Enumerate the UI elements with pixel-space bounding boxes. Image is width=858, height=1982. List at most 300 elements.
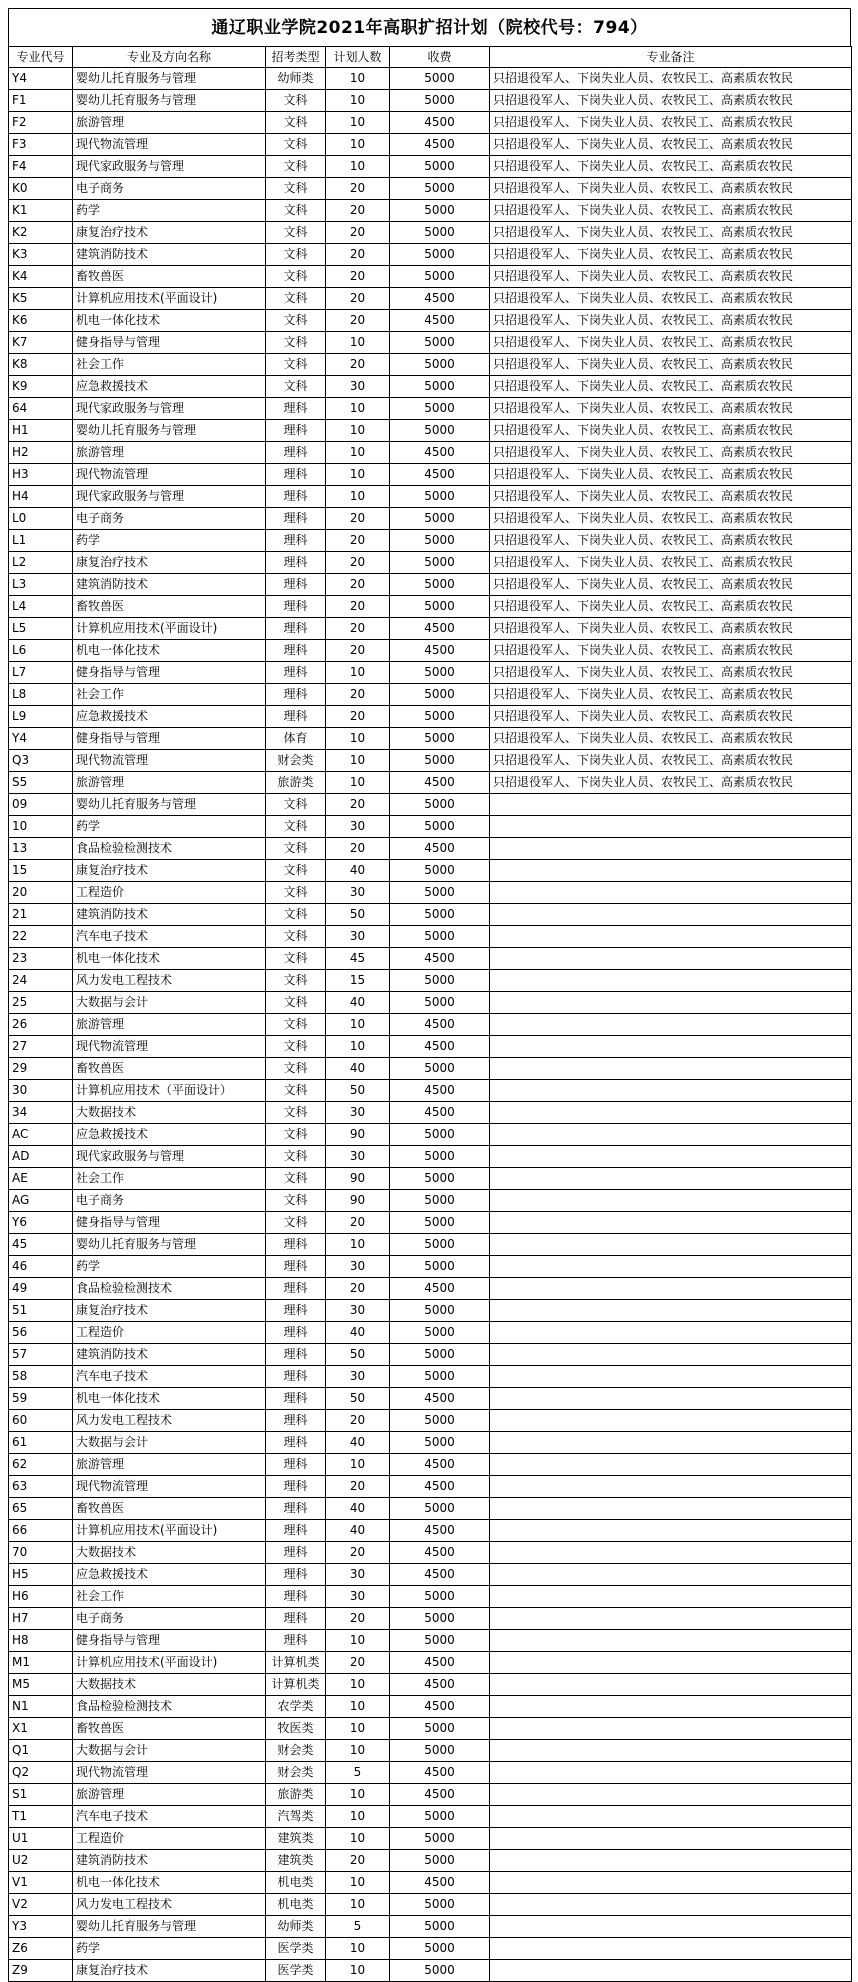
cell-code: L0 bbox=[9, 508, 73, 530]
cell-code: 64 bbox=[9, 398, 73, 420]
cell-remarks bbox=[490, 1278, 852, 1300]
cell-remarks: 只招退役军人、下岗失业人员、农牧民工、高素质农牧民 bbox=[490, 376, 852, 398]
cell-exam-type: 理科 bbox=[266, 1432, 326, 1454]
table-row bbox=[9, 1168, 852, 1190]
cell-plan-count: 10 bbox=[326, 1740, 390, 1762]
cell-fee: 5000 bbox=[390, 1806, 490, 1828]
cell-fee: 5000 bbox=[390, 1168, 490, 1190]
table-row bbox=[9, 904, 852, 926]
cell-plan-count: 20 bbox=[326, 618, 390, 640]
cell-code: 22 bbox=[9, 926, 73, 948]
cell-code: M1 bbox=[9, 1652, 73, 1674]
cell-code: AG bbox=[9, 1190, 73, 1212]
cell-plan-count: 40 bbox=[326, 860, 390, 882]
cell-code: L7 bbox=[9, 662, 73, 684]
cell-fee: 4500 bbox=[390, 772, 490, 794]
cell-major: 健身指导与管理 bbox=[73, 1212, 266, 1234]
cell-plan-count: 20 bbox=[326, 310, 390, 332]
cell-major: 健身指导与管理 bbox=[73, 662, 266, 684]
table-row bbox=[9, 398, 852, 420]
table-row bbox=[9, 310, 852, 332]
cell-fee: 4500 bbox=[390, 1080, 490, 1102]
cell-plan-count: 30 bbox=[326, 1366, 390, 1388]
cell-fee: 5000 bbox=[390, 90, 490, 112]
cell-remarks bbox=[490, 794, 852, 816]
cell-code: K2 bbox=[9, 222, 73, 244]
cell-major: 康复治疗技术 bbox=[73, 222, 266, 244]
cell-exam-type: 计算机类 bbox=[266, 1652, 326, 1674]
cell-code: 15 bbox=[9, 860, 73, 882]
table-row bbox=[9, 68, 852, 90]
cell-remarks bbox=[490, 838, 852, 860]
cell-plan-count: 40 bbox=[326, 1520, 390, 1542]
cell-fee: 5000 bbox=[390, 1608, 490, 1630]
cell-code: 23 bbox=[9, 948, 73, 970]
cell-remarks: 只招退役军人、下岗失业人员、农牧民工、高素质农牧民 bbox=[490, 354, 852, 376]
cell-remarks bbox=[490, 1894, 852, 1916]
cell-code: 61 bbox=[9, 1432, 73, 1454]
cell-remarks bbox=[490, 882, 852, 904]
table-row bbox=[9, 1828, 852, 1850]
cell-plan-count: 30 bbox=[326, 1256, 390, 1278]
cell-remarks bbox=[490, 1564, 852, 1586]
cell-code: H5 bbox=[9, 1564, 73, 1586]
cell-code: Y4 bbox=[9, 68, 73, 90]
table-row bbox=[9, 1036, 852, 1058]
cell-major: 风力发电工程技术 bbox=[73, 1410, 266, 1432]
header-plan-count: 计划人数 bbox=[326, 47, 390, 68]
table-row bbox=[9, 1344, 852, 1366]
cell-exam-type: 医学类 bbox=[266, 1960, 326, 1982]
cell-fee: 5000 bbox=[390, 1146, 490, 1168]
cell-major: 药学 bbox=[73, 816, 266, 838]
cell-exam-type: 理科 bbox=[266, 1630, 326, 1652]
header-major: 专业及方向名称 bbox=[73, 47, 266, 68]
cell-remarks: 只招退役军人、下岗失业人员、农牧民工、高素质农牧民 bbox=[490, 728, 852, 750]
cell-exam-type: 文科 bbox=[266, 222, 326, 244]
cell-fee: 4500 bbox=[390, 112, 490, 134]
cell-remarks: 只招退役军人、下岗失业人员、农牧民工、高素质农牧民 bbox=[490, 222, 852, 244]
cell-major: 应急救援技术 bbox=[73, 706, 266, 728]
table-row bbox=[9, 772, 852, 794]
cell-exam-type: 理科 bbox=[266, 684, 326, 706]
cell-code: F1 bbox=[9, 90, 73, 112]
table-row bbox=[9, 1256, 852, 1278]
table-row bbox=[9, 816, 852, 838]
cell-code: AC bbox=[9, 1124, 73, 1146]
cell-exam-type: 理科 bbox=[266, 1498, 326, 1520]
cell-exam-type: 机电类 bbox=[266, 1872, 326, 1894]
cell-plan-count: 20 bbox=[326, 706, 390, 728]
cell-remarks: 只招退役军人、下岗失业人员、农牧民工、高素质农牧民 bbox=[490, 750, 852, 772]
cell-major: 现代物流管理 bbox=[73, 1762, 266, 1784]
cell-fee: 5000 bbox=[390, 332, 490, 354]
cell-code: M5 bbox=[9, 1674, 73, 1696]
cell-remarks bbox=[490, 1344, 852, 1366]
cell-major: 机电一体化技术 bbox=[73, 640, 266, 662]
cell-fee: 4500 bbox=[390, 640, 490, 662]
cell-remarks: 只招退役军人、下岗失业人员、农牧民工、高素质农牧民 bbox=[490, 640, 852, 662]
cell-code: 21 bbox=[9, 904, 73, 926]
cell-code: L4 bbox=[9, 596, 73, 618]
cell-fee: 4500 bbox=[390, 1564, 490, 1586]
cell-major: 电子商务 bbox=[73, 178, 266, 200]
cell-exam-type: 理科 bbox=[266, 1608, 326, 1630]
cell-fee: 5000 bbox=[390, 1366, 490, 1388]
cell-major: 畜牧兽医 bbox=[73, 1498, 266, 1520]
cell-fee: 4500 bbox=[390, 1762, 490, 1784]
table-row bbox=[9, 1476, 852, 1498]
cell-exam-type: 幼师类 bbox=[266, 68, 326, 90]
cell-exam-type: 建筑类 bbox=[266, 1828, 326, 1850]
table-row bbox=[9, 200, 852, 222]
cell-code: K0 bbox=[9, 178, 73, 200]
cell-remarks bbox=[490, 1146, 852, 1168]
cell-exam-type: 文科 bbox=[266, 1146, 326, 1168]
cell-remarks bbox=[490, 1476, 852, 1498]
table-row bbox=[9, 860, 852, 882]
cell-fee: 5000 bbox=[390, 266, 490, 288]
cell-major: 风力发电工程技术 bbox=[73, 970, 266, 992]
cell-exam-type: 农学类 bbox=[266, 1696, 326, 1718]
table-row bbox=[9, 970, 852, 992]
cell-major: 大数据与会计 bbox=[73, 1432, 266, 1454]
cell-major: 药学 bbox=[73, 200, 266, 222]
cell-fee: 5000 bbox=[390, 1432, 490, 1454]
cell-remarks bbox=[490, 1102, 852, 1124]
table-row bbox=[9, 244, 852, 266]
cell-fee: 4500 bbox=[390, 1872, 490, 1894]
cell-exam-type: 文科 bbox=[266, 992, 326, 1014]
cell-fee: 5000 bbox=[390, 200, 490, 222]
cell-exam-type: 文科 bbox=[266, 1190, 326, 1212]
table-row bbox=[9, 1542, 852, 1564]
cell-fee: 5000 bbox=[390, 530, 490, 552]
cell-code: L8 bbox=[9, 684, 73, 706]
cell-code: Y4 bbox=[9, 728, 73, 750]
cell-remarks bbox=[490, 1300, 852, 1322]
cell-fee: 5000 bbox=[390, 816, 490, 838]
cell-exam-type: 理科 bbox=[266, 1388, 326, 1410]
table-row bbox=[9, 728, 852, 750]
cell-code: K8 bbox=[9, 354, 73, 376]
cell-remarks bbox=[490, 1938, 852, 1960]
cell-plan-count: 30 bbox=[326, 1102, 390, 1124]
cell-remarks bbox=[490, 1542, 852, 1564]
cell-exam-type: 理科 bbox=[266, 1520, 326, 1542]
cell-code: L9 bbox=[9, 706, 73, 728]
cell-code: 65 bbox=[9, 1498, 73, 1520]
cell-exam-type: 文科 bbox=[266, 156, 326, 178]
cell-code: Q2 bbox=[9, 1762, 73, 1784]
cell-remarks: 只招退役军人、下岗失业人员、农牧民工、高素质农牧民 bbox=[490, 464, 852, 486]
cell-major: 现代家政服务与管理 bbox=[73, 156, 266, 178]
cell-fee: 5000 bbox=[390, 486, 490, 508]
cell-code: 30 bbox=[9, 1080, 73, 1102]
cell-remarks: 只招退役军人、下岗失业人员、农牧民工、高素质农牧民 bbox=[490, 574, 852, 596]
cell-major: 婴幼儿托育服务与管理 bbox=[73, 1916, 266, 1938]
cell-remarks: 只招退役军人、下岗失业人员、农牧民工、高素质农牧民 bbox=[490, 178, 852, 200]
cell-remarks: 只招退役军人、下岗失业人员、农牧民工、高素质农牧民 bbox=[490, 244, 852, 266]
table-row bbox=[9, 1740, 852, 1762]
cell-fee: 5000 bbox=[390, 420, 490, 442]
cell-exam-type: 理科 bbox=[266, 1476, 326, 1498]
cell-exam-type: 计算机类 bbox=[266, 1674, 326, 1696]
cell-plan-count: 10 bbox=[326, 442, 390, 464]
cell-exam-type: 文科 bbox=[266, 134, 326, 156]
cell-remarks bbox=[490, 1014, 852, 1036]
cell-exam-type: 理科 bbox=[266, 552, 326, 574]
cell-fee: 4500 bbox=[390, 1278, 490, 1300]
cell-remarks bbox=[490, 1212, 852, 1234]
cell-remarks: 只招退役军人、下岗失业人员、农牧民工、高素质农牧民 bbox=[490, 398, 852, 420]
table-row bbox=[9, 1058, 852, 1080]
cell-plan-count: 10 bbox=[326, 398, 390, 420]
cell-plan-count: 20 bbox=[326, 266, 390, 288]
cell-major: 旅游管理 bbox=[73, 1784, 266, 1806]
cell-remarks bbox=[490, 926, 852, 948]
cell-plan-count: 45 bbox=[326, 948, 390, 970]
cell-plan-count: 5 bbox=[326, 1762, 390, 1784]
table-row bbox=[9, 90, 852, 112]
cell-major: 食品检验检测技术 bbox=[73, 1696, 266, 1718]
cell-exam-type: 理科 bbox=[266, 1344, 326, 1366]
cell-exam-type: 理科 bbox=[266, 486, 326, 508]
cell-plan-count: 10 bbox=[326, 1806, 390, 1828]
cell-remarks: 只招退役军人、下岗失业人员、农牧民工、高素质农牧民 bbox=[490, 112, 852, 134]
table-row bbox=[9, 1630, 852, 1652]
cell-fee: 5000 bbox=[390, 706, 490, 728]
cell-plan-count: 20 bbox=[326, 530, 390, 552]
table-row bbox=[9, 1894, 852, 1916]
cell-exam-type: 理科 bbox=[266, 530, 326, 552]
cell-plan-count: 50 bbox=[326, 1388, 390, 1410]
cell-code: H8 bbox=[9, 1630, 73, 1652]
cell-fee: 4500 bbox=[390, 948, 490, 970]
cell-major: 现代物流管理 bbox=[73, 750, 266, 772]
cell-major: 应急救援技术 bbox=[73, 1124, 266, 1146]
table-row bbox=[9, 1234, 852, 1256]
cell-remarks: 只招退役军人、下岗失业人员、农牧民工、高素质农牧民 bbox=[490, 618, 852, 640]
cell-plan-count: 15 bbox=[326, 970, 390, 992]
cell-fee: 5000 bbox=[390, 376, 490, 398]
cell-exam-type: 理科 bbox=[266, 1586, 326, 1608]
table-row bbox=[9, 1322, 852, 1344]
cell-remarks bbox=[490, 1388, 852, 1410]
cell-exam-type: 文科 bbox=[266, 838, 326, 860]
cell-code: AD bbox=[9, 1146, 73, 1168]
cell-remarks: 只招退役军人、下岗失业人员、农牧民工、高素质农牧民 bbox=[490, 68, 852, 90]
cell-code: 09 bbox=[9, 794, 73, 816]
table-row bbox=[9, 1784, 852, 1806]
cell-code: 13 bbox=[9, 838, 73, 860]
cell-plan-count: 10 bbox=[326, 464, 390, 486]
cell-plan-count: 20 bbox=[326, 200, 390, 222]
cell-major: 现代物流管理 bbox=[73, 1476, 266, 1498]
cell-code: U1 bbox=[9, 1828, 73, 1850]
cell-major: 畜牧兽医 bbox=[73, 266, 266, 288]
cell-exam-type: 文科 bbox=[266, 1102, 326, 1124]
cell-remarks: 只招退役军人、下岗失业人员、农牧民工、高素质农牧民 bbox=[490, 772, 852, 794]
cell-code: L3 bbox=[9, 574, 73, 596]
cell-plan-count: 30 bbox=[326, 1564, 390, 1586]
cell-major: 工程造价 bbox=[73, 882, 266, 904]
table-row bbox=[9, 178, 852, 200]
cell-exam-type: 理科 bbox=[266, 706, 326, 728]
cell-plan-count: 10 bbox=[326, 1872, 390, 1894]
cell-remarks: 只招退役军人、下岗失业人员、农牧民工、高素质农牧民 bbox=[490, 288, 852, 310]
cell-code: 25 bbox=[9, 992, 73, 1014]
cell-fee: 4500 bbox=[390, 1036, 490, 1058]
table-row bbox=[9, 1014, 852, 1036]
cell-fee: 5000 bbox=[390, 68, 490, 90]
header-remarks: 专业备注 bbox=[490, 47, 852, 68]
cell-code: H4 bbox=[9, 486, 73, 508]
cell-fee: 5000 bbox=[390, 1256, 490, 1278]
cell-fee: 5000 bbox=[390, 1212, 490, 1234]
table-row bbox=[9, 1916, 852, 1938]
cell-exam-type: 旅游类 bbox=[266, 1784, 326, 1806]
table-row bbox=[9, 1366, 852, 1388]
cell-exam-type: 文科 bbox=[266, 948, 326, 970]
cell-remarks: 只招退役军人、下岗失业人员、农牧民工、高素质农牧民 bbox=[490, 486, 852, 508]
table-row bbox=[9, 1432, 852, 1454]
cell-fee: 4500 bbox=[390, 1476, 490, 1498]
cell-exam-type: 理科 bbox=[266, 618, 326, 640]
cell-fee: 5000 bbox=[390, 1938, 490, 1960]
cell-remarks bbox=[490, 1124, 852, 1146]
cell-remarks bbox=[490, 1872, 852, 1894]
cell-remarks bbox=[490, 1652, 852, 1674]
cell-plan-count: 10 bbox=[326, 1674, 390, 1696]
cell-major: 婴幼儿托育服务与管理 bbox=[73, 1234, 266, 1256]
cell-code: N1 bbox=[9, 1696, 73, 1718]
cell-plan-count: 20 bbox=[326, 1542, 390, 1564]
cell-fee: 4500 bbox=[390, 442, 490, 464]
cell-fee: 5000 bbox=[390, 1960, 490, 1982]
cell-exam-type: 理科 bbox=[266, 574, 326, 596]
cell-code: H6 bbox=[9, 1586, 73, 1608]
cell-plan-count: 20 bbox=[326, 508, 390, 530]
cell-plan-count: 10 bbox=[326, 420, 390, 442]
cell-plan-count: 10 bbox=[326, 1894, 390, 1916]
cell-plan-count: 40 bbox=[326, 1498, 390, 1520]
cell-code: V2 bbox=[9, 1894, 73, 1916]
cell-remarks: 只招退役军人、下岗失业人员、农牧民工、高素质农牧民 bbox=[490, 90, 852, 112]
cell-code: H2 bbox=[9, 442, 73, 464]
cell-fee: 5000 bbox=[390, 1190, 490, 1212]
cell-plan-count: 10 bbox=[326, 1718, 390, 1740]
cell-code: 58 bbox=[9, 1366, 73, 1388]
cell-remarks: 只招退役军人、下岗失业人员、农牧民工、高素质农牧民 bbox=[490, 442, 852, 464]
table-row bbox=[9, 134, 852, 156]
cell-code: 59 bbox=[9, 1388, 73, 1410]
header-row bbox=[9, 47, 852, 68]
cell-plan-count: 10 bbox=[326, 486, 390, 508]
cell-major: 大数据与会计 bbox=[73, 992, 266, 1014]
cell-plan-count: 20 bbox=[326, 1278, 390, 1300]
cell-code: 70 bbox=[9, 1542, 73, 1564]
cell-remarks: 只招退役军人、下岗失业人员、农牧民工、高素质农牧民 bbox=[490, 706, 852, 728]
cell-exam-type: 文科 bbox=[266, 354, 326, 376]
cell-major: 汽车电子技术 bbox=[73, 1366, 266, 1388]
cell-fee: 5000 bbox=[390, 1124, 490, 1146]
cell-plan-count: 20 bbox=[326, 222, 390, 244]
cell-plan-count: 20 bbox=[326, 178, 390, 200]
cell-fee: 5000 bbox=[390, 1586, 490, 1608]
cell-fee: 5000 bbox=[390, 1344, 490, 1366]
cell-code: F2 bbox=[9, 112, 73, 134]
table-row bbox=[9, 1190, 852, 1212]
cell-exam-type: 文科 bbox=[266, 1058, 326, 1080]
cell-exam-type: 理科 bbox=[266, 1542, 326, 1564]
table-row bbox=[9, 354, 852, 376]
cell-major: 健身指导与管理 bbox=[73, 728, 266, 750]
cell-plan-count: 10 bbox=[326, 1938, 390, 1960]
cell-fee: 4500 bbox=[390, 134, 490, 156]
table-row bbox=[9, 948, 852, 970]
cell-plan-count: 20 bbox=[326, 354, 390, 376]
cell-exam-type: 文科 bbox=[266, 112, 326, 134]
cell-plan-count: 20 bbox=[326, 1212, 390, 1234]
cell-exam-type: 文科 bbox=[266, 1212, 326, 1234]
cell-code: 24 bbox=[9, 970, 73, 992]
table-row bbox=[9, 1960, 852, 1982]
cell-fee: 5000 bbox=[390, 1718, 490, 1740]
cell-remarks bbox=[490, 1454, 852, 1476]
cell-major: 婴幼儿托育服务与管理 bbox=[73, 90, 266, 112]
cell-exam-type: 理科 bbox=[266, 1366, 326, 1388]
cell-code: T1 bbox=[9, 1806, 73, 1828]
cell-plan-count: 10 bbox=[326, 90, 390, 112]
cell-code: L1 bbox=[9, 530, 73, 552]
cell-code: 51 bbox=[9, 1300, 73, 1322]
cell-code: U2 bbox=[9, 1850, 73, 1872]
header-exam-type: 招考类型 bbox=[266, 47, 326, 68]
cell-code: Q3 bbox=[9, 750, 73, 772]
cell-remarks: 只招退役军人、下岗失业人员、农牧民工、高素质农牧民 bbox=[490, 530, 852, 552]
cell-code: K1 bbox=[9, 200, 73, 222]
cell-remarks bbox=[490, 1784, 852, 1806]
header-code: 专业代号 bbox=[9, 47, 73, 68]
cell-plan-count: 30 bbox=[326, 882, 390, 904]
cell-plan-count: 10 bbox=[326, 332, 390, 354]
cell-remarks: 只招退役军人、下岗失业人员、农牧民工、高素质农牧民 bbox=[490, 596, 852, 618]
table-row bbox=[9, 1080, 852, 1102]
cell-exam-type: 建筑类 bbox=[266, 1850, 326, 1872]
cell-fee: 5000 bbox=[390, 552, 490, 574]
cell-exam-type: 理科 bbox=[266, 1256, 326, 1278]
cell-code: L5 bbox=[9, 618, 73, 640]
table-row bbox=[9, 640, 852, 662]
cell-major: 社会工作 bbox=[73, 1168, 266, 1190]
table-row bbox=[9, 1696, 852, 1718]
table-row bbox=[9, 1762, 852, 1784]
cell-code: K4 bbox=[9, 266, 73, 288]
cell-exam-type: 理科 bbox=[266, 464, 326, 486]
cell-remarks bbox=[490, 1740, 852, 1762]
cell-plan-count: 40 bbox=[326, 1058, 390, 1080]
cell-exam-type: 理科 bbox=[266, 662, 326, 684]
table-row bbox=[9, 552, 852, 574]
cell-code: Z9 bbox=[9, 1960, 73, 1982]
cell-exam-type: 文科 bbox=[266, 1036, 326, 1058]
cell-plan-count: 20 bbox=[326, 288, 390, 310]
cell-plan-count: 10 bbox=[326, 156, 390, 178]
cell-code: AE bbox=[9, 1168, 73, 1190]
cell-remarks: 只招退役军人、下岗失业人员、农牧民工、高素质农牧民 bbox=[490, 134, 852, 156]
cell-major: 现代家政服务与管理 bbox=[73, 486, 266, 508]
